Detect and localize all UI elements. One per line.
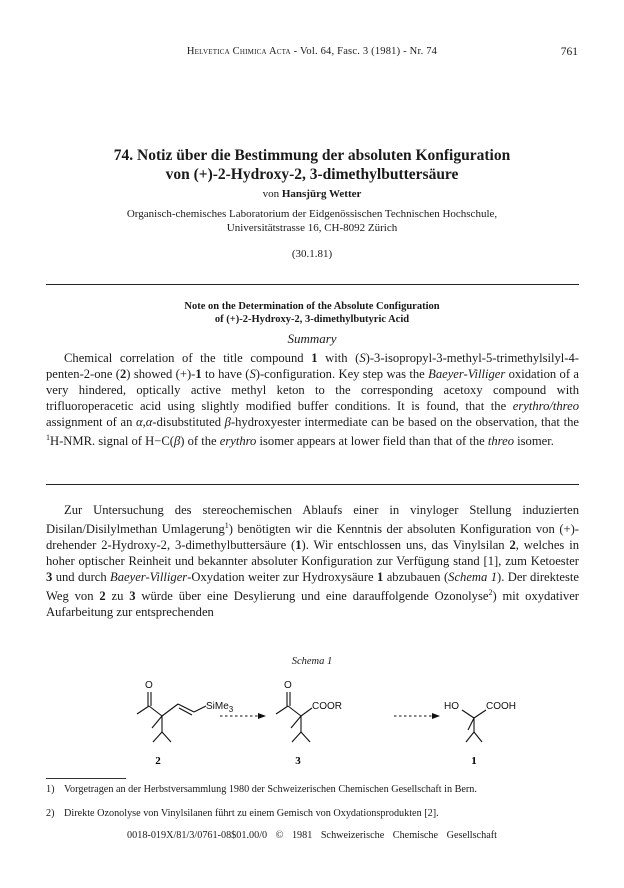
footnote-mark: 2) <box>46 808 55 819</box>
backbone-bond <box>288 706 301 716</box>
affiliation-line1: Organisch-chemisches Laboratorium der Eidgenössischen Technischen Hochschule, <box>126 208 498 220</box>
methyl-bond <box>276 706 288 714</box>
summary-text: ) of the <box>180 434 220 449</box>
summary-text: -disubstituted <box>152 415 225 429</box>
body-paragraph <box>46 502 579 620</box>
superscript: 1 <box>46 433 50 442</box>
compound-ref: 1 <box>195 367 202 381</box>
compound-ref: 2 <box>509 538 516 553</box>
compound-ref: 3 <box>129 589 136 604</box>
body-text: -Oxydation weiter zur Hydroxysäure <box>187 570 378 585</box>
vinyl-bond <box>178 704 194 712</box>
body-text: abzubauen ( <box>383 570 449 585</box>
arrow-head <box>432 713 440 719</box>
isopropyl-bond <box>301 732 310 742</box>
isopropyl-bond <box>292 732 301 742</box>
methyl-bond <box>137 706 149 714</box>
atom-label: SiMe$_3$ <box>206 701 234 714</box>
methyl-bond <box>152 716 162 728</box>
journal-issue: - Vol. 64, Fasc. 3 (1981) - Nr. 74 <box>293 46 438 57</box>
compound-ref: 1 <box>377 570 384 585</box>
compound-ref: 1 <box>311 351 318 365</box>
summary-text: isomer. <box>514 434 554 449</box>
atom-label: O <box>284 680 292 691</box>
author-prefix: von <box>262 188 280 200</box>
footnote-ref: 1 <box>224 521 229 530</box>
summary-text: with ( <box>317 351 360 365</box>
footnote-text: Vorgetragen an der Herbstversammlung 1980 der Schweizerischen Chemischen Gesellschaft in Bern. <box>64 784 477 795</box>
italic-term: β <box>224 415 231 429</box>
italic-term: erythro/threo <box>512 399 579 413</box>
summary-text: ) showed (+)- <box>126 367 196 381</box>
atom-label: O <box>145 680 153 691</box>
body-text: und durch <box>52 570 111 585</box>
compound-label: 1 <box>471 755 477 767</box>
compound-ref: 3 <box>46 570 53 585</box>
top-divider <box>46 284 579 285</box>
journal-name: Helvetica Chimica Acta <box>186 46 291 57</box>
schema-ref: Schema 1 <box>448 570 498 585</box>
summary-divider <box>46 484 579 485</box>
author-name: Hansjürg Wetter <box>281 188 362 200</box>
summary-paragraph <box>46 350 579 449</box>
stereo-descriptor: S <box>359 351 366 365</box>
footer-code: 0018-019X/81/3/0761-08$01.00/0 <box>127 830 268 841</box>
footer <box>0 830 624 841</box>
atom-label: COOR <box>312 701 342 712</box>
summary-text: H-NMR. signal of H−C( <box>50 434 174 449</box>
carboxyl-bond <box>474 710 486 718</box>
named-reaction: Baeyer-Villiger <box>428 367 506 381</box>
compound-label: 3 <box>295 755 301 767</box>
isopropyl-bond <box>466 732 474 742</box>
summary-text: assignment of an <box>46 415 137 429</box>
footnote-text: Direkte Ozonolyse von Vinylsilanen führt zu einem Gemisch von Oxydationsprodukten [2]. <box>64 808 439 819</box>
vinyl-double-bond <box>179 708 192 715</box>
compound-ref: 2 <box>99 589 106 604</box>
methyl-bond <box>468 718 474 730</box>
stereo-descriptor: S <box>249 367 256 381</box>
footnote-1 <box>46 784 579 797</box>
footnote-ref: 2 <box>488 588 493 598</box>
italic-term: β <box>173 434 181 449</box>
methyl-bond <box>291 716 301 728</box>
affiliation-line2: Universitätstrasse 16, CH-8092 Zürich <box>226 222 398 234</box>
body-text: würde über eine Desylierung und eine darauffolgende Ozonolyse <box>135 589 489 604</box>
body-text: ) mit oxydativer Aufarbeitung zur entsprechenden <box>46 589 579 620</box>
footer-copyright: © 1981 Schweizerische Chemische Gesellschaft <box>275 830 497 841</box>
footnote-divider <box>46 778 126 779</box>
italic-term: α,α <box>136 415 153 429</box>
compound-ref: 1 <box>295 538 302 553</box>
article-title <box>40 146 584 184</box>
named-reaction: Baeyer-Villiger <box>110 570 188 585</box>
english-title <box>60 300 564 326</box>
atom-label: HO <box>444 701 459 712</box>
summary-text: isomer appears at lower field than that of the <box>256 434 488 449</box>
summary-text: Chemical correlation of the title compound <box>64 351 312 365</box>
footnote-2 <box>46 808 579 821</box>
compound-ref: 2 <box>119 367 127 381</box>
body-text: zu <box>105 589 130 604</box>
summary-text: )-3-isopropyl-3-methyl-5-trimethylsilyl-4-penten-2-one ( <box>46 351 579 381</box>
footnote-mark: 1) <box>46 784 55 795</box>
article-title-line1: 74. Notiz über die Bestimmung der absoluten Konfiguration <box>113 147 511 164</box>
received-date: (30.1.81) <box>291 248 333 260</box>
atom-label: COOH <box>486 701 516 712</box>
body-text: Zur Untersuchung des stereochemischen Ablaufs einer in vinyloger Stellung induzierten Disilan/Disilylmethan Umlagerung <box>46 503 579 537</box>
backbone-bond <box>149 706 162 716</box>
summary-text: to have ( <box>201 367 250 381</box>
italic-term: erythro <box>219 434 257 449</box>
reaction-scheme <box>46 668 579 768</box>
arrow-head <box>258 713 266 719</box>
isopropyl-bond <box>474 732 482 742</box>
body-text: , welches in hoher optischer Reinheit und bekannter absoluter Konfiguration zur Verfügung stand [1], zum Ketoester <box>46 538 579 569</box>
isopropyl-bond <box>153 732 162 742</box>
author-line <box>0 188 624 200</box>
summary-text: oxidation of a very hindered, optically active methyl keton to the corresponding acetoxy compound with trifluoroperacetic acid using slightly modified buffer conditions. It is found, that the <box>46 367 579 413</box>
hydroxy-bond <box>462 710 474 718</box>
affiliation <box>50 207 574 235</box>
summary-heading: Summary <box>287 331 337 346</box>
running-head <box>0 46 624 57</box>
page-number: 761 <box>560 46 578 58</box>
silyl-bond <box>194 706 206 712</box>
ester-bond <box>301 708 312 716</box>
summary-text: -hydroxyester intermediate can be based on the observation, that the <box>230 415 579 429</box>
body-text: ). Wir entschlossen uns, das Vinylsilan <box>301 538 510 553</box>
body-text: ) benötigten wir die Kenntnis der absoluten Konfiguration von (+)-drehender 2-Hydroxy-2, 3-dimethylbuttersäure ( <box>46 522 580 553</box>
isopropyl-bond <box>162 732 171 742</box>
vinyl-bond <box>162 704 178 716</box>
summary-text: )-configuration. Key step was the <box>255 367 429 381</box>
article-title-line2: von (+)-2-Hydroxy-2, 3-dimethylbuttersäure <box>165 166 459 183</box>
english-title-line2: of (+)-2-Hydroxy-2, 3-dimethylbutyric Acid <box>214 314 410 325</box>
english-title-line1: Note on the Determination of the Absolute Configuration <box>184 301 440 312</box>
italic-term: threo <box>487 434 514 449</box>
compound-label: 2 <box>155 755 161 767</box>
body-text: ). Der direkteste Weg von <box>46 570 579 604</box>
schema-label: Schema 1 <box>291 656 333 667</box>
